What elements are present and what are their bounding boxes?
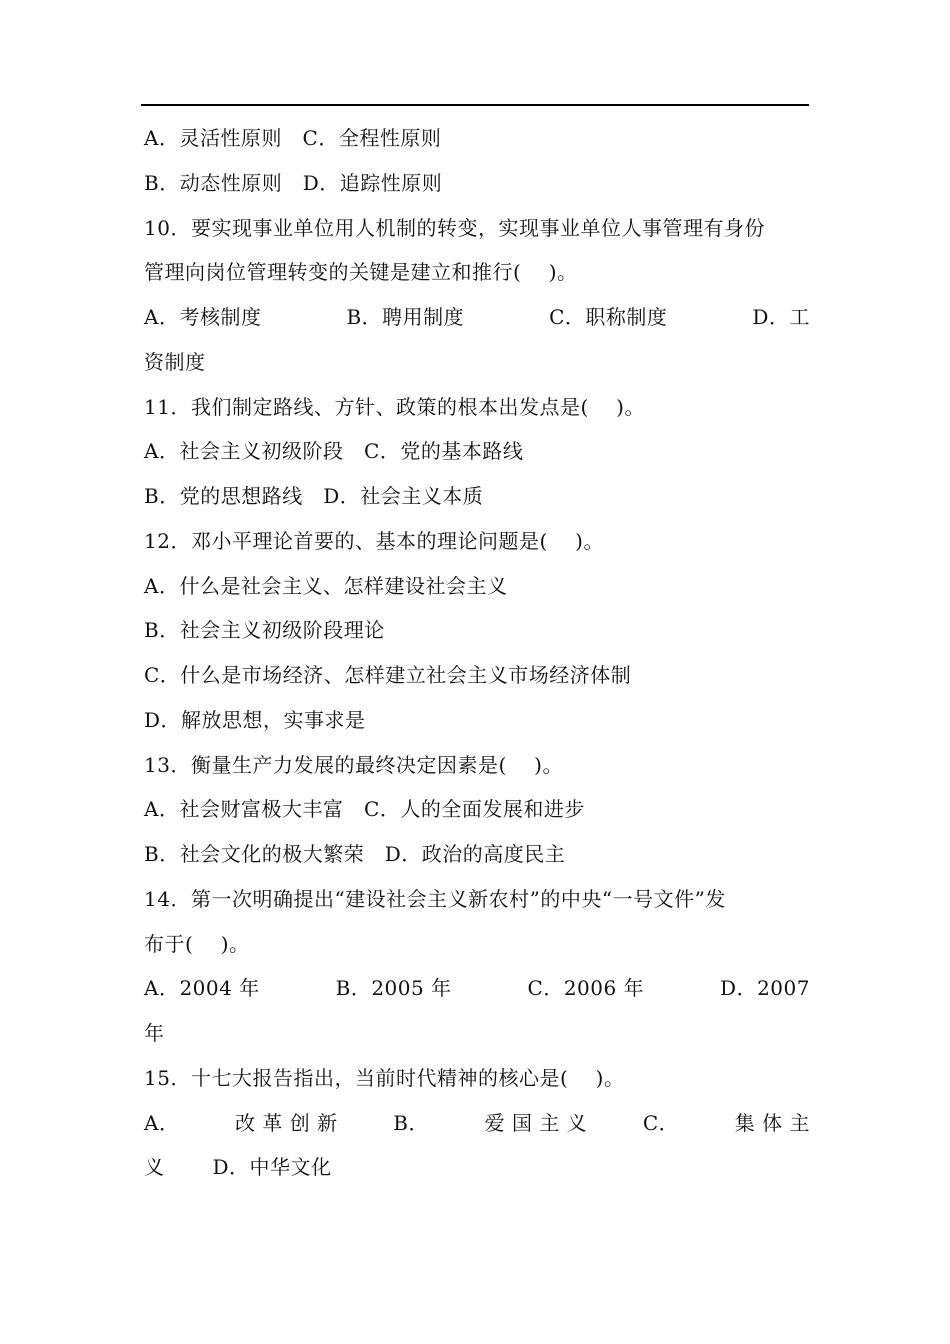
text-line: 布于( )。 [144,931,250,956]
text-line: A．灵活性原则 C．全程性原则 [144,126,442,150]
text-line: 12．邓小平理论首要的、基本的理论问题是( )。 [144,528,604,553]
text-line: B．党的思想路线 D．社会主义本质 [144,484,484,508]
text-line: 资制度 [144,349,206,374]
text-line: A．社会财富极大丰富 C．人的全面发展和进步 [144,797,585,822]
option-text: A． [144,1110,180,1135]
option-text: A．考核制度 [144,305,262,329]
text-line: C．什么是市场经济、怎样建立社会主义市场经济体制 [144,663,632,687]
text-line: 14．第一次明确提出“建设社会主义新农村”的中央“一号文件”发 [144,886,726,911]
options-row [144,295,810,340]
header-rule [141,104,809,106]
option-text: B．2005 年 [335,976,452,1001]
text-line: 年 [144,1021,165,1045]
options-row [144,966,810,1011]
document-body [144,116,810,1190]
options-row [144,1101,810,1146]
option-text: C． [642,1110,680,1135]
option-text: C．2006 年 [527,976,645,1001]
option-text: B． [393,1110,429,1135]
text-line: 11．我们制定路线、方针、政策的根本出发点是( )。 [144,394,645,419]
option-text: D．工 [752,305,810,329]
text-line: 管理向岗位管理转变的关键是建立和推行( )。 [144,260,578,285]
option-text: 爱 国 主 义 [484,1110,588,1135]
option-text: 集 体 主 [734,1110,810,1135]
text-line: B．动态性原则 D．追踪性原则 [144,170,443,195]
option-text: A．2004 年 [144,976,260,1001]
text-line: 10．要实现事业单位用人机制的转变，实现事业单位人事管理有身份 [144,215,765,240]
text-line: 13．衡量生产力发展的最终决定因素是( )。 [144,752,563,777]
text-line: B．社会主义初级阶段理论 [144,618,385,643]
option-text: D．2007 [720,976,810,1001]
option-text: 改 革 创 新 [235,1110,338,1135]
text-line: B．社会文化的极大繁荣 D．政治的高度民主 [144,842,566,866]
text-line: D．解放思想，实事求是 [144,707,366,732]
text-line: A．社会主义初级阶段 C．党的基本路线 [144,439,524,464]
text-line: A．什么是社会主义、怎样建设社会主义 [144,573,508,598]
option-text: C．职称制度 [549,305,668,329]
option-text: B．聘用制度 [346,305,465,329]
text-line: 15．十七大报告指出，当前时代精神的核心是( )。 [144,1065,625,1090]
text-line: 义 D．中华文化 [144,1155,332,1180]
